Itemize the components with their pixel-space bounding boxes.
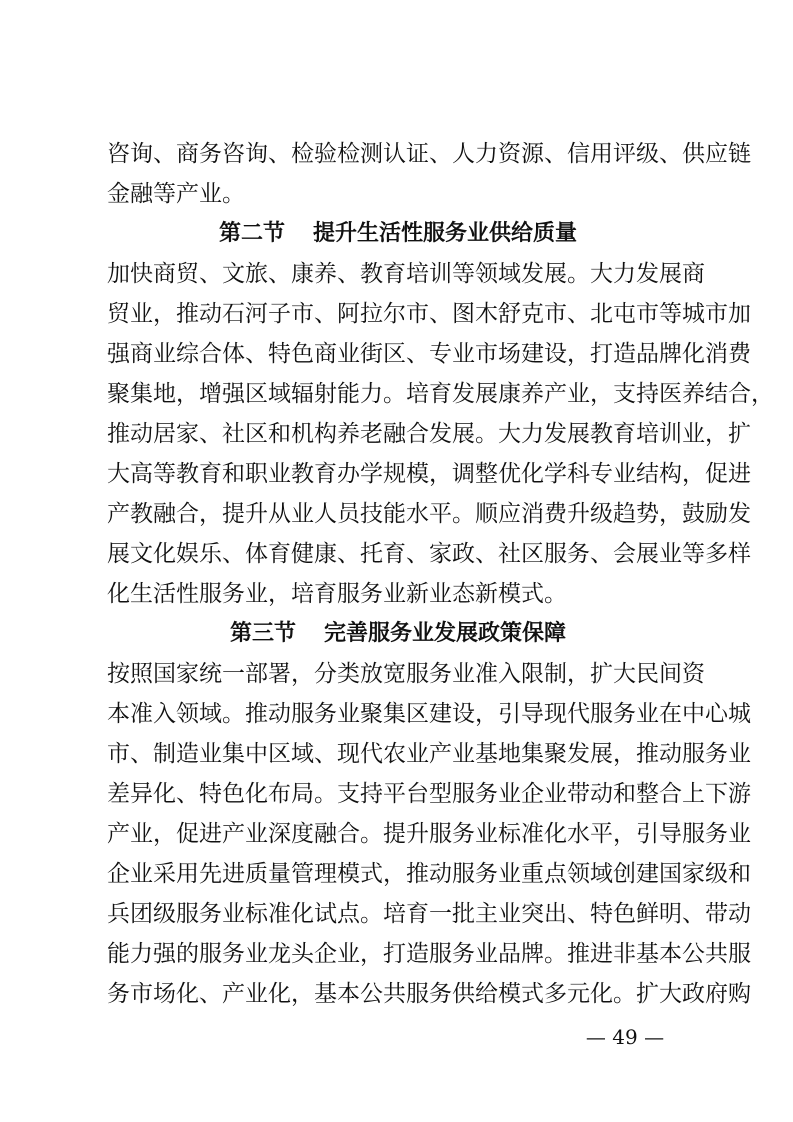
section-2-number: 第二节 [218,221,285,246]
section-2-line-4: 聚集地，增强区域辐射能力。培育发展康养产业，支持医养结合， [107,381,774,407]
section-2-line-1: 加快商贸、文旅、康养、教育培训等领域发展。大力发展商 [107,261,705,287]
section-2-line-8: 展文化娱乐、体育健康、托育、家政、社区服务、会展业等多样 [107,541,751,567]
section-3-line-2: 本准入领域。推动服务业聚集区建设，引导现代服务业在中心城 [107,701,751,727]
section-3-title: 完善服务业发展政策保障 [324,621,567,646]
intro-line-1: 咨询、商务咨询、检验检测认证、人力资源、信用评级、供应链 [107,141,751,167]
section-2-line-6: 大高等教育和职业教育办学规模，调整优化学科专业结构，促进 [107,461,751,487]
section-3-line-4: 差异化、特色化布局。支持平台型服务业企业带动和整合上下游 [107,781,751,807]
section-2-heading [107,214,689,254]
section-3-line-1: 按照国家统一部署，分类放宽服务业准入限制，扩大民间资 [107,661,705,687]
section-3-line-5: 产业，促进产业深度融合。提升服务业标准化水平，引导服务业 [107,821,751,847]
section-3-heading [107,614,689,654]
section-2-line-2: 贸业，推动石河子市、阿拉尔市、图木舒克市、北屯市等城市加 [107,301,751,327]
section-3-line-9: 务市场化、产业化，基本公共服务供给模式多元化。扩大政府购 [107,981,751,1007]
intro-line-2: 金融等产业。 [107,181,245,207]
section-2-line-7: 产教融合，提升从业人员技能水平。顺应消费升级趋势，鼓励发 [107,501,751,527]
section-2-line-5: 推动居家、社区和机构养老融合发展。大力发展教育培训业，扩 [107,421,751,447]
section-3-line-6: 企业采用先进质量管理模式，推动服务业重点领域创建国家级和 [107,861,751,887]
section-2-line-3: 强商业综合体、特色商业街区、专业市场建设，打造品牌化消费 [107,341,751,367]
section-2-line-9: 化生活性服务业，培育服务业新业态新模式。 [107,581,567,607]
section-3-line-8: 能力强的服务业龙头企业，打造服务业品牌。推进非基本公共服 [107,941,751,967]
section-2-title: 提升生活性服务业供给质量 [313,221,578,246]
page-number: — 49 — [585,1025,665,1049]
section-3-line-3: 市、制造业集中区域、现代农业产业基地集聚发展，推动服务业 [107,741,751,767]
section-3-line-7: 兵团级服务业标准化试点。培育一批主业突出、特色鲜明、带动 [107,901,751,927]
section-3-number: 第三节 [229,621,296,646]
